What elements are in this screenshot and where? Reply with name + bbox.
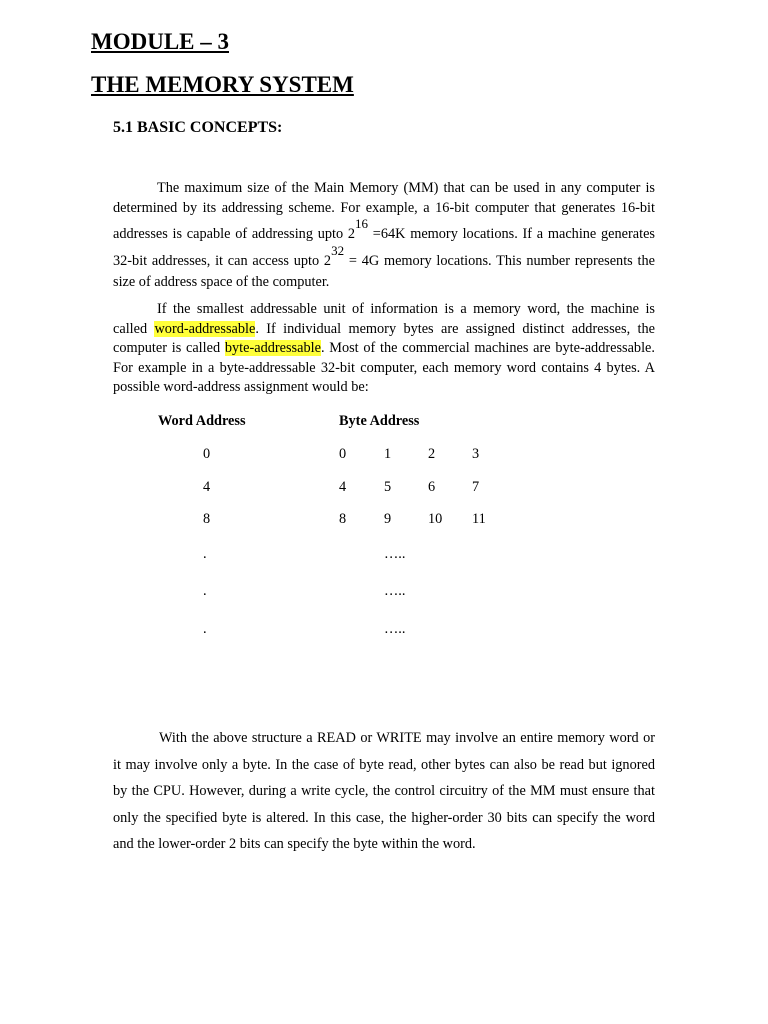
text-line: and the lower-order 2 bits can specify the byte within the word. (113, 836, 476, 852)
module-title: MODULE – 3 (91, 29, 229, 54)
text-line: only the specified byte is altered. In this case, the higher-order 30 bits can specify the word (113, 809, 655, 826)
text-line: it may involve only a byte. In the case of byte read, other bytes can also be read but ignored (113, 756, 655, 773)
exponent: 32 (331, 243, 345, 258)
highlight-byte-addressable: byte-addressable (224, 340, 321, 356)
text-line: determined by its addressing scheme. For example, a 16-bit computer that generates 16-bit (113, 200, 655, 216)
text-line: If the smallest addressable unit of information is a memory word, the machine is (157, 301, 655, 317)
text-line: computer is called byte-addressable. Most of the commercial machines are byte-addressable. (113, 340, 655, 356)
word-address-cell: 4 (203, 479, 211, 495)
text-line: 32-bit addresses, it can access upto $2^{32} = 4G$ memory locations. This number represents the (113, 243, 655, 269)
paragraph-address-space (113, 178, 655, 292)
text-line: possible word-address assignment would be: (113, 379, 369, 395)
text-line: by the CPU. However, during a write cycle, the control circuitry of the MM must ensure that (113, 783, 655, 799)
word-address-header: Word Address (158, 413, 246, 429)
byte-address-cell: 10 (428, 511, 443, 527)
byte-address-cell: 0 (339, 446, 347, 462)
byte-address-cell: 8 (339, 511, 347, 527)
word-address-ellipsis: . (203, 583, 207, 599)
byte-address-cell: 4 (339, 479, 347, 495)
text-line: addresses is capable of addressing upto $2^{16} =64K$ memory locations. If a machine generates (113, 216, 655, 242)
word-address-ellipsis: . (203, 621, 207, 637)
byte-address-cell: 1 (384, 446, 392, 462)
byte-address-cell: 11 (472, 511, 486, 527)
byte-address-ellipsis: ….. (384, 621, 406, 637)
subsection-title: 5.1 BASIC CONCEPTS: (113, 119, 283, 136)
byte-address-ellipsis: ….. (384, 583, 406, 599)
byte-address-ellipsis: ….. (384, 546, 406, 562)
byte-address-cell: 9 (384, 511, 392, 527)
highlight-word-addressable: word-addressable (154, 320, 256, 337)
text-line: called word-addressable. If individual memory bytes are assigned distinct addresses, the (113, 320, 655, 337)
exponent: 16 (355, 216, 369, 231)
byte-address-cell: 5 (384, 479, 392, 495)
byte-address-cell: 3 (472, 446, 480, 462)
paragraph-read-write (113, 725, 655, 858)
text-line: With the above structure a READ or WRITE may involve an entire memory word or (159, 730, 655, 746)
word-address-ellipsis: . (203, 546, 207, 562)
byte-address-cell: 2 (428, 446, 436, 462)
word-address-cell: 8 (203, 511, 211, 527)
byte-address-cell: 6 (428, 479, 436, 495)
text-line: For example in a byte-addressable 32-bit computer, each memory word contains 4 bytes. A (113, 359, 655, 376)
byte-address-cell: 7 (472, 479, 480, 495)
word-address-cell: 0 (203, 446, 211, 462)
byte-address-header: Byte Address (339, 413, 420, 429)
text-line: The maximum size of the Main Memory (MM) that can be used in any computer is (157, 180, 655, 196)
paragraph-addressability (113, 300, 655, 398)
text-line: size of address space of the computer. (113, 274, 330, 290)
section-title: THE MEMORY SYSTEM (91, 72, 354, 97)
